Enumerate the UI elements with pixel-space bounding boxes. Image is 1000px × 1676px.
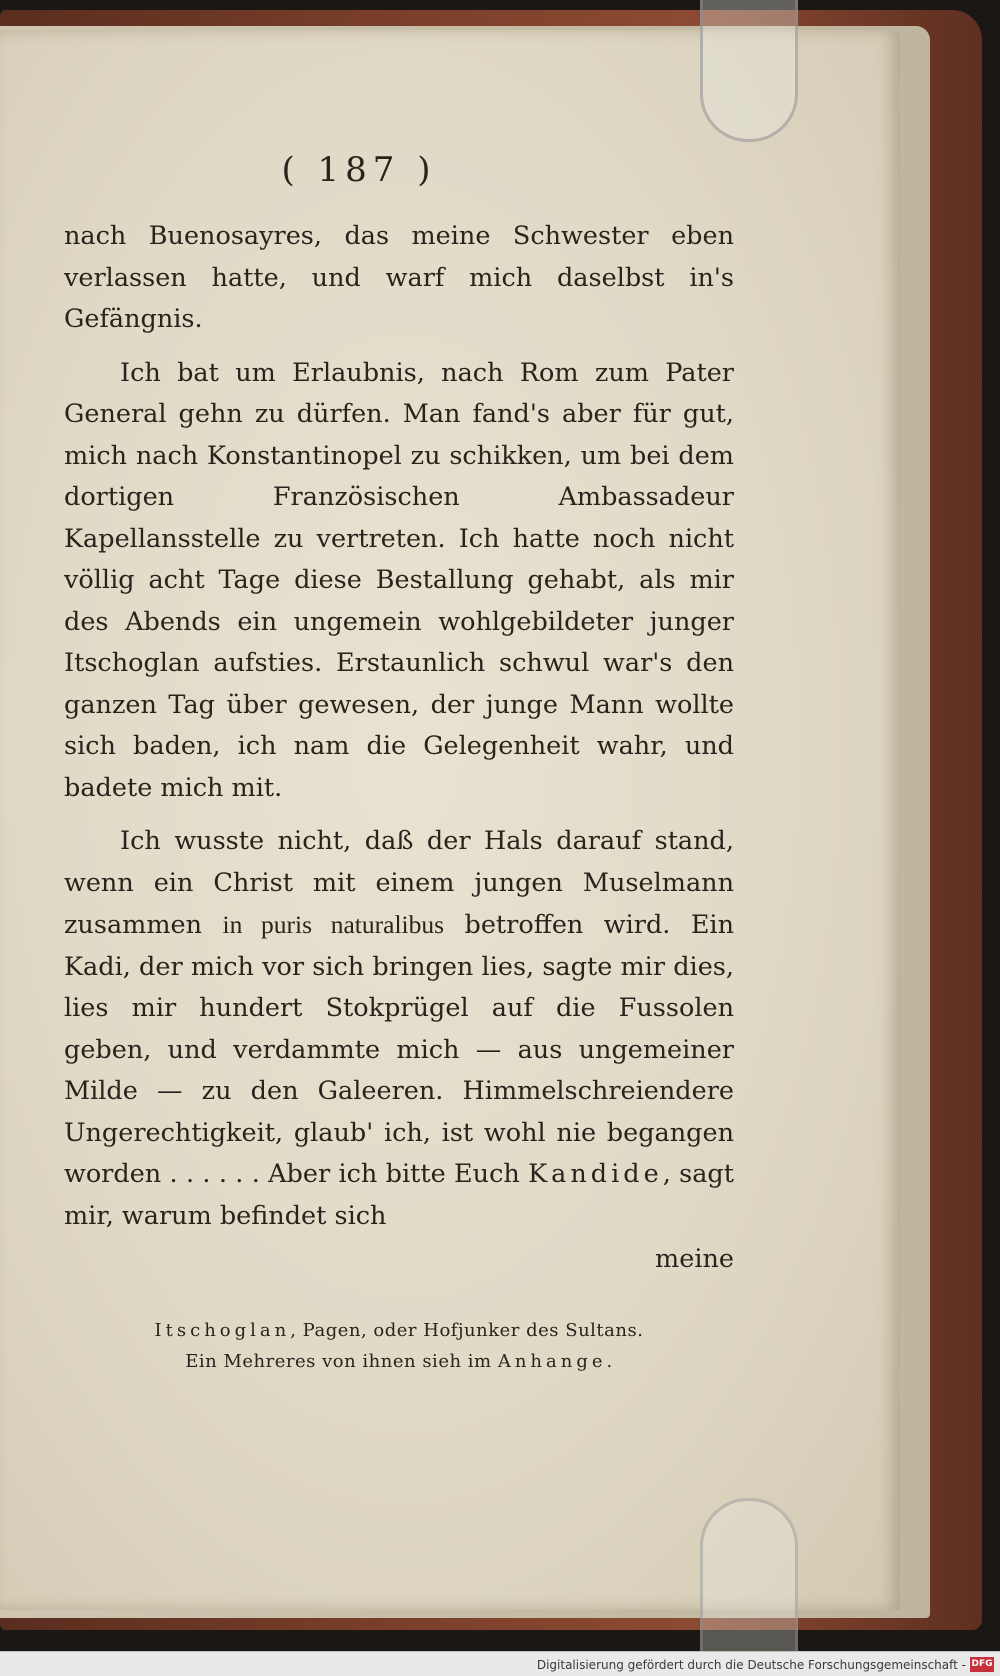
footnote-line-2-end: .	[606, 1351, 613, 1372]
dfg-logo-icon: DFG	[970, 1657, 994, 1672]
latin-phrase: in puris naturalibus	[222, 910, 445, 939]
footnote	[64, 1315, 734, 1377]
catchword: meine	[655, 1244, 734, 1274]
page-clip-bottom	[700, 1498, 798, 1676]
footnote-line-1	[64, 1315, 734, 1346]
paragraph-3-part-1: Ich wusste nicht, daß der Hals darauf stand, wenn ein Christ mit einem jungen Muselmann zusammen	[64, 826, 734, 940]
footnote-anhange: Anhange	[497, 1351, 607, 1372]
footnote-definition: , Pagen, oder Hofjunker des Sultans.	[290, 1320, 644, 1341]
page-text	[64, 150, 734, 1377]
paragraph-3	[64, 821, 734, 1237]
footer-credit: Digitalisierung gefördert durch die Deutsche Forschungsgemeinschaft -	[536, 1658, 966, 1672]
page-number: ( 187 )	[281, 150, 437, 190]
paragraph-1: nach Buenosayres, das meine Schwester eben verlassen hatte, und warf mich daselbst in's Gefängnis.	[64, 221, 734, 334]
paragraph-2: Ich bat um Erlaubnis, nach Rom zum Pater General gehn zu dürfen. Man fand's aber für gut, mich nach Konstantinopel zu schikken, um bei dem dortigen Französischen Ambassadeur Kapellansstelle zu vertreten. Ich hatte noch nicht völlig acht Tage diese Bestallung gehabt, als mir des Abends ein ungemein wohlgebildeter junger Itschoglan aufsties. Erstaunlich schwul war's den ganzen Tag über gewesen, der junge Mann wollte sich baden, ich nam die Gelegenheit wahr, und badete mich mit.	[64, 357, 734, 803]
footnote-line-2	[64, 1346, 734, 1377]
name-kandide: Kandide	[528, 1159, 663, 1189]
paragraph-3-part-3: , sagt mir, warum befindet sich	[64, 1159, 734, 1231]
footnote-line-2-start: Ein Mehreres von ihnen sieh im	[185, 1351, 492, 1372]
page-clip-top	[700, 0, 798, 142]
footer-bar	[0, 1651, 1000, 1676]
paragraph-3-part-2: betroffen wird. Ein Kadi, der mich vor sich bringen lies, sagte mir dies, lies mir hundert Stokprügel auf die Fussolen geben, und verdammte mich — aus ungemeiner Milde — zu den Galeeren. Himmelschreiendere Ungerechtigkeit, glaub' ich, ist wohl nie begangen worden . . . . . . Aber ich bitte Euch	[64, 910, 735, 1189]
footnote-term: Itschoglan	[154, 1320, 291, 1341]
